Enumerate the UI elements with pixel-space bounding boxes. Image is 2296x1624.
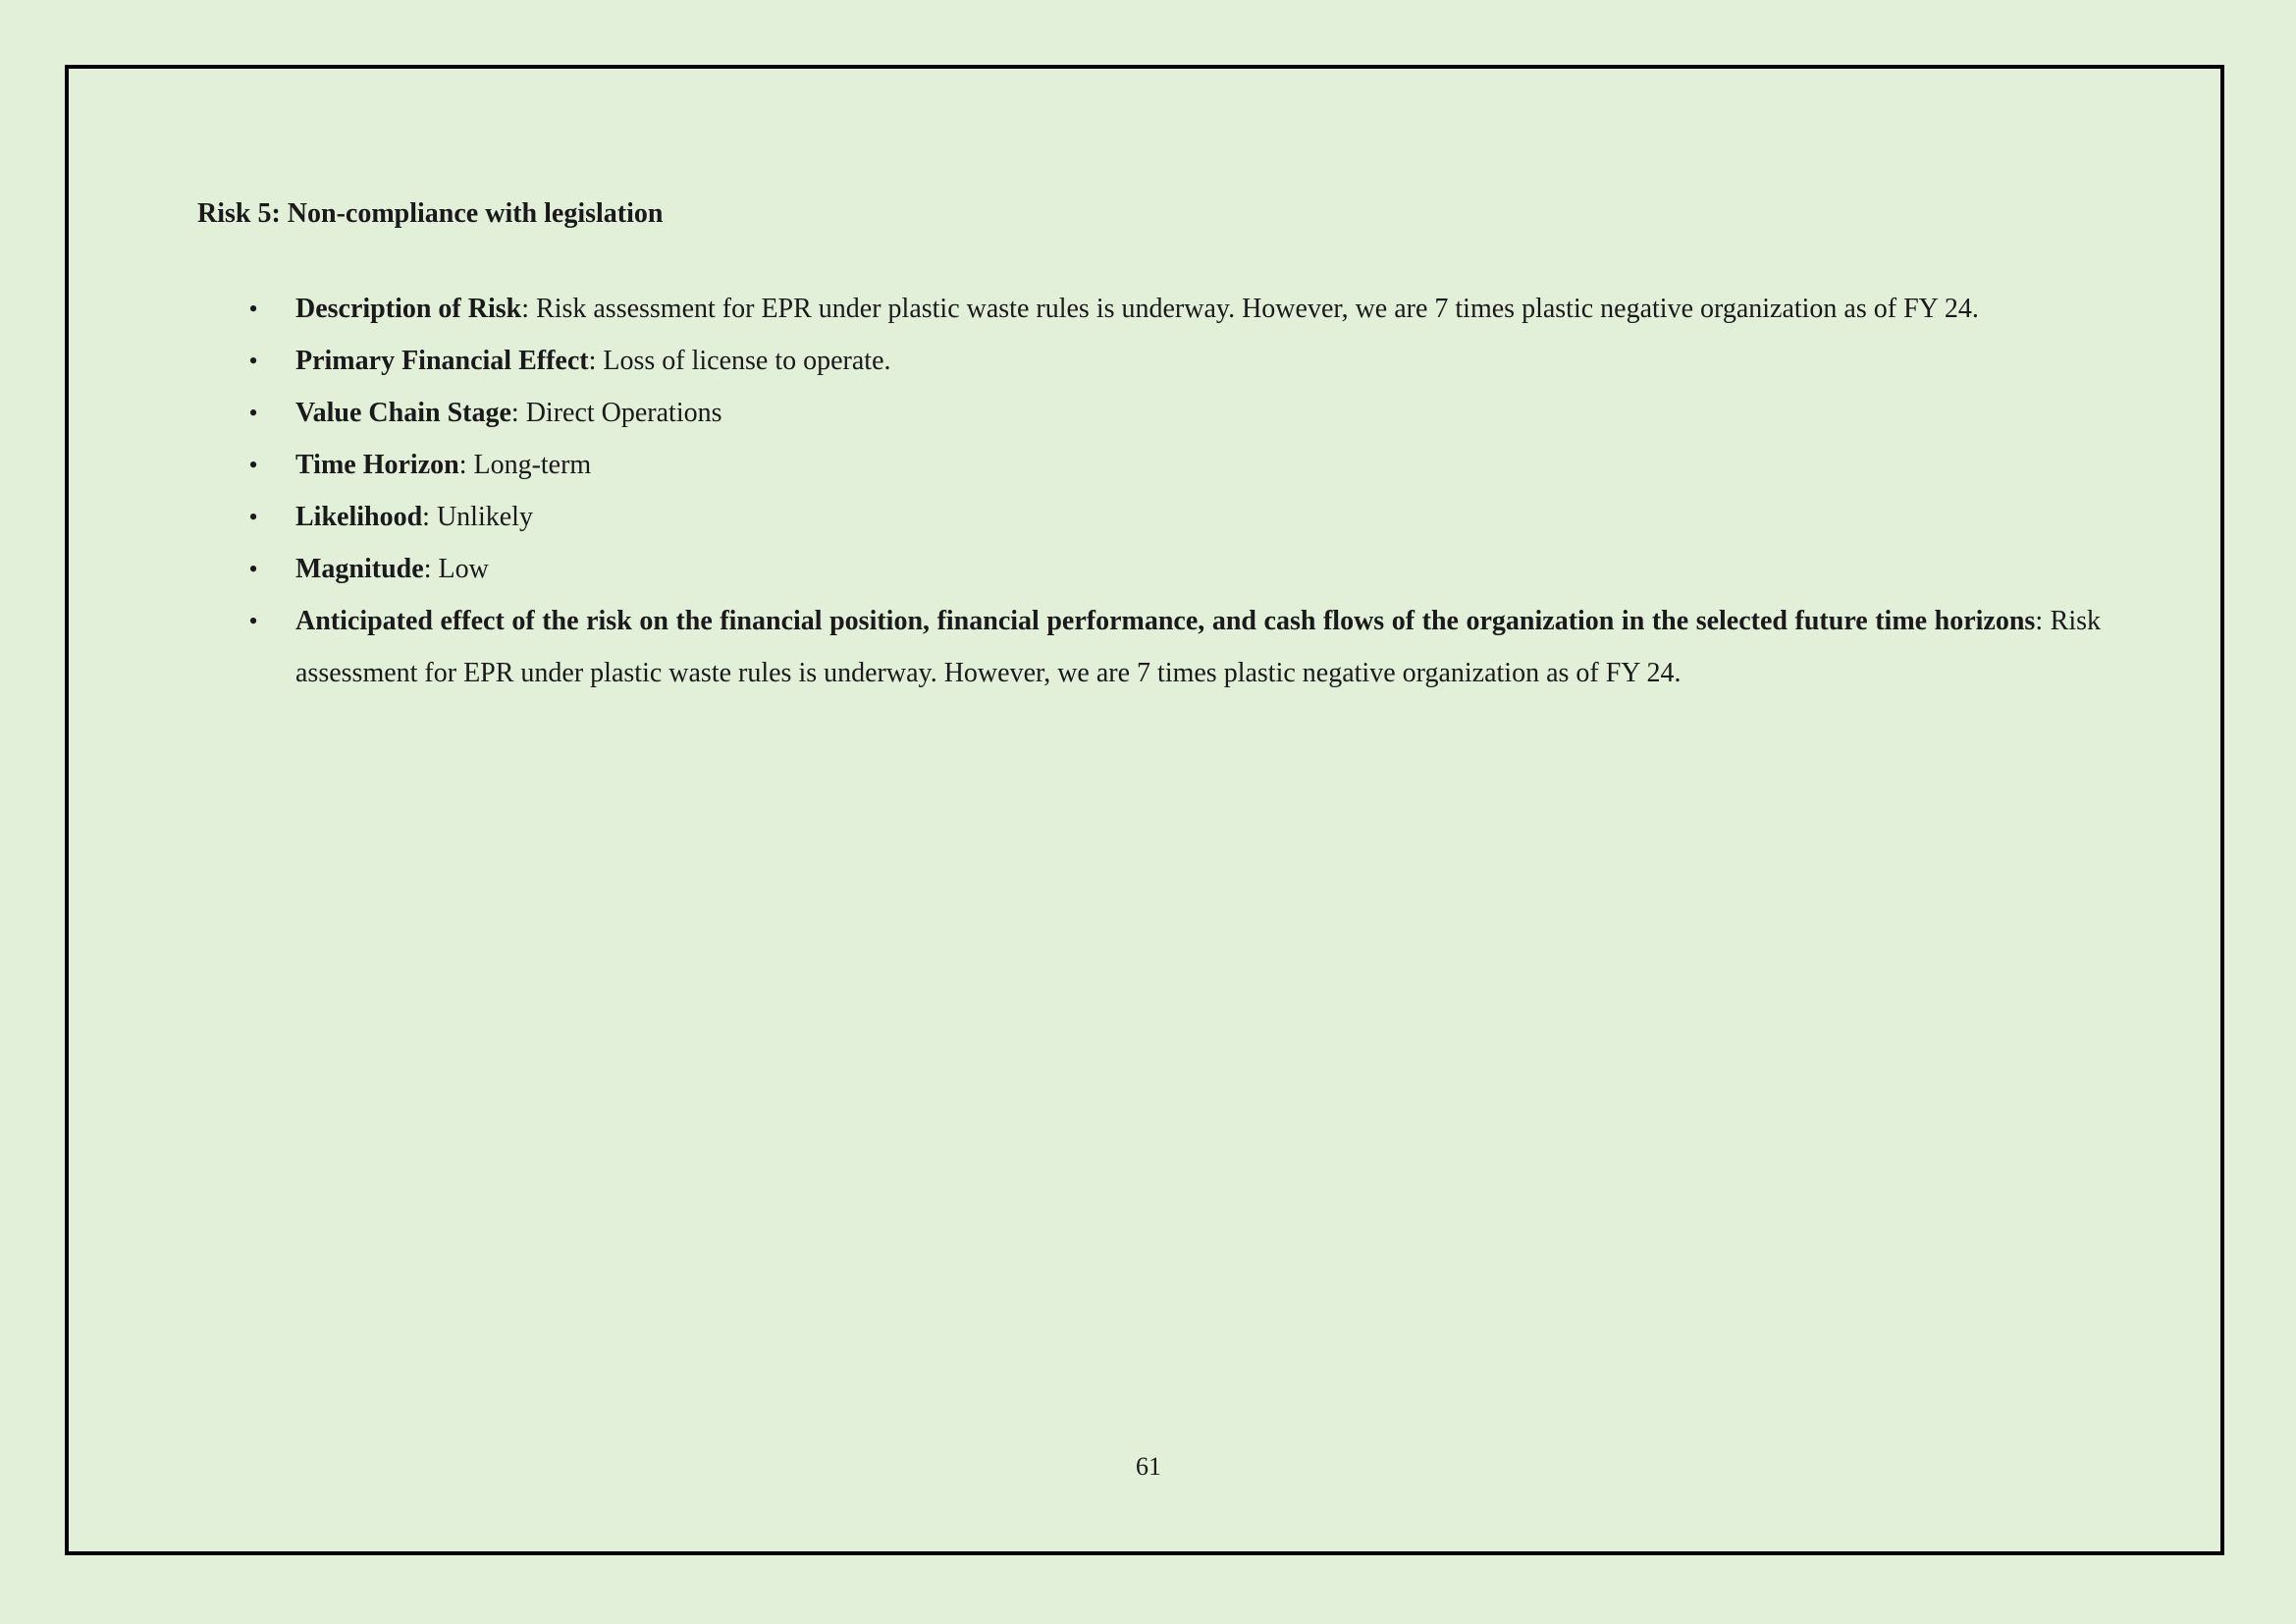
page-number: 61 (1136, 1452, 1161, 1481)
risk-item-financial-effect (243, 335, 2101, 387)
risk-item-text: Long-term (473, 450, 592, 480)
risk-heading: Risk 5: Non-compliance with legislation (197, 198, 664, 229)
risk-item-label: Likelihood (295, 502, 423, 532)
bullet-icon: • (248, 399, 258, 427)
risk-item-label: Primary Financial Effect (295, 346, 589, 376)
risk-item-label: Description of Risk (295, 294, 522, 324)
bullet-icon: • (248, 607, 258, 635)
risk-item-label: Magnitude (295, 554, 424, 584)
risk-item-text: Loss of license to operate. (603, 346, 891, 376)
risk-item-text: Low (438, 554, 489, 584)
risk-item-magnitude (243, 543, 2101, 595)
separator: : (2035, 606, 2051, 636)
risk-item-text: Direct Operations (525, 398, 722, 428)
separator: : (458, 450, 474, 480)
separator: : (422, 502, 437, 532)
bullet-icon: • (248, 347, 258, 375)
risk-item-likelihood (243, 491, 2101, 543)
risk-item-anticipated-effect (243, 595, 2101, 699)
risk-item-label: Anticipated effect of the risk on the financial position, financial performance, and cash flows of the organization in the selected future time horizons (295, 606, 2036, 636)
bullet-icon: • (248, 555, 258, 583)
separator: : (588, 346, 604, 376)
separator: : (521, 294, 537, 324)
risk-item-description (243, 283, 2101, 335)
bullet-icon: • (248, 295, 258, 323)
risk-item-text: Risk assessment for EPR under plastic waste rules is underway. However, we are 7 times plastic negative organization as of FY 24. (536, 294, 1979, 324)
risk-item-label: Value Chain Stage (295, 398, 511, 428)
risk-item-text: Risk assessment for EPR under plastic waste rules is underway. However, we are 7 times plastic negative organization as of FY 24. (295, 606, 2102, 688)
bullet-icon: • (248, 451, 258, 479)
risk-item-text: Unlikely (436, 502, 533, 532)
bullet-icon: • (248, 503, 258, 531)
risk-item-label: Time Horizon (295, 450, 459, 480)
risk-item-time-horizon (243, 439, 2101, 491)
risk-item-value-chain (243, 387, 2101, 439)
risk-details-list (243, 283, 2101, 699)
separator: : (510, 398, 526, 428)
separator: : (423, 554, 439, 584)
